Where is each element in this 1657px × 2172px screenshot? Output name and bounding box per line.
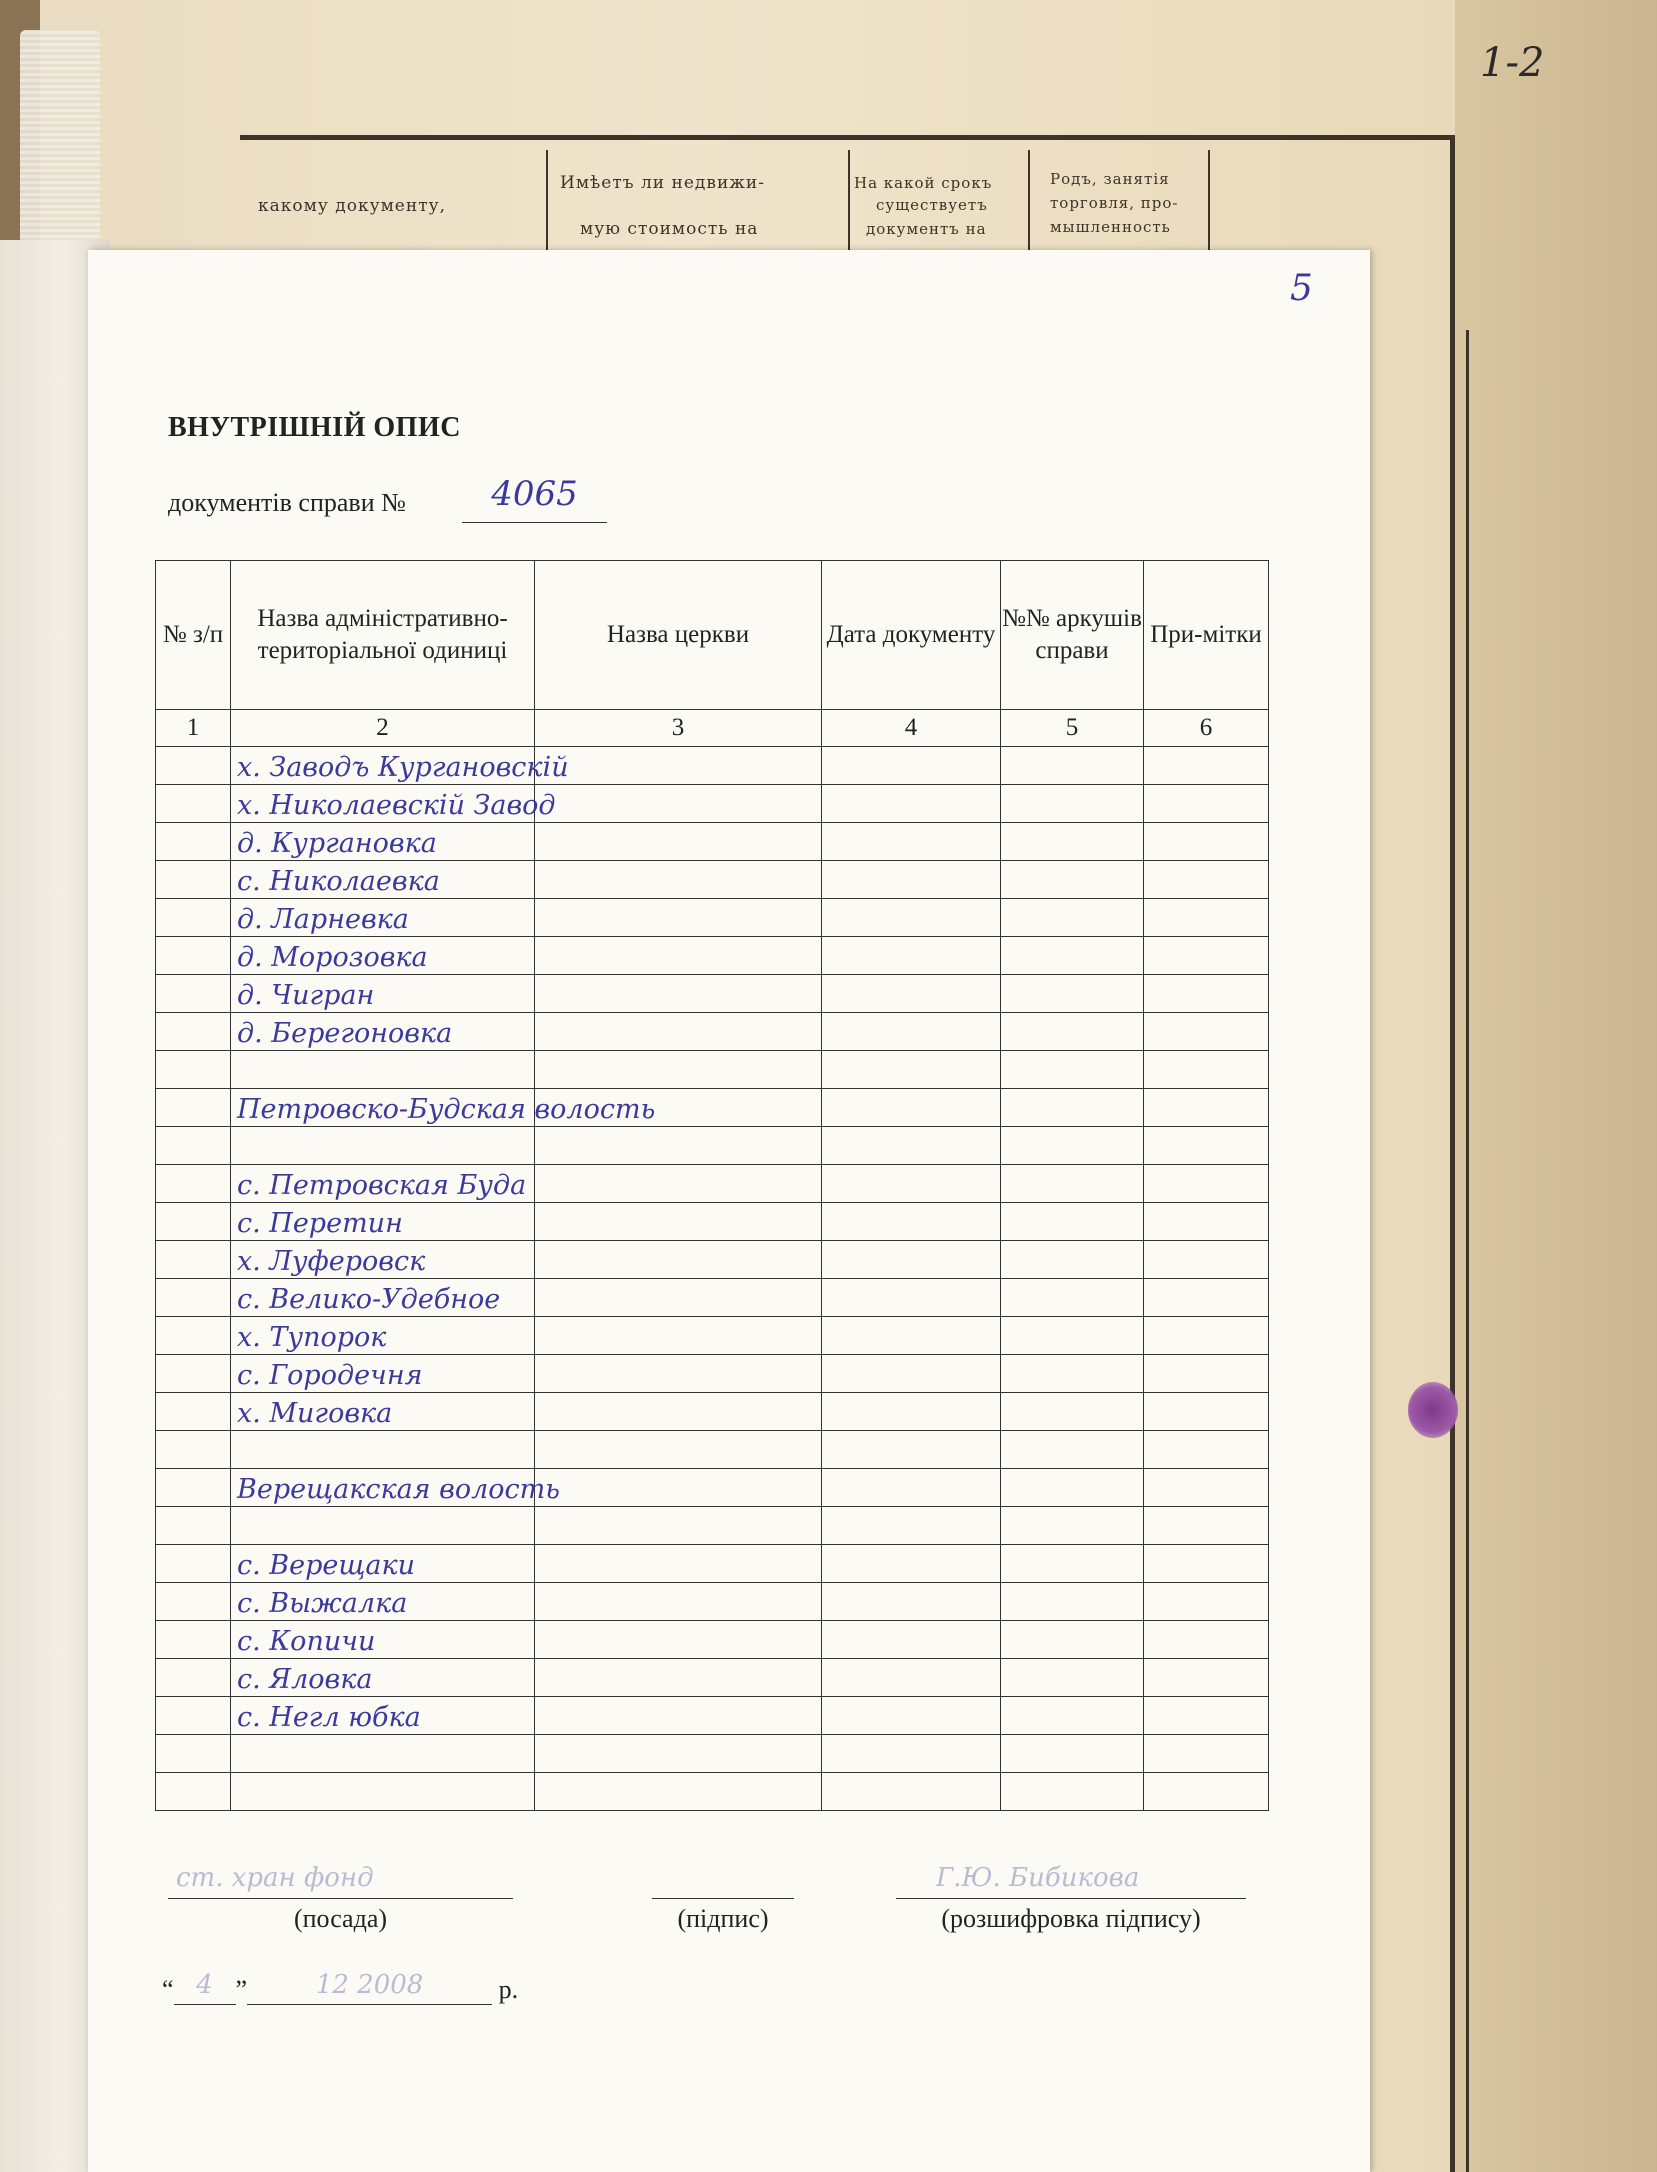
empty-cell <box>822 1583 1001 1621</box>
empty-cell <box>1001 1241 1144 1279</box>
empty-cell <box>822 1013 1001 1051</box>
table-row <box>156 1431 1269 1469</box>
empty-cell <box>822 861 1001 899</box>
signature-line <box>652 1858 794 1899</box>
ledger-header-cell: Имѣетъ ли недвижи- <box>560 173 765 193</box>
empty-cell <box>535 1317 822 1355</box>
empty-cell <box>535 1431 822 1469</box>
admin-unit-cell <box>231 1051 535 1089</box>
empty-cell <box>1144 1165 1269 1203</box>
empty-cell <box>1001 785 1144 823</box>
admin-unit-cell: х. Миговка <box>231 1393 535 1431</box>
empty-cell <box>535 1659 822 1697</box>
header-document-date: Дата документу <box>822 561 1001 710</box>
empty-cell <box>822 1317 1001 1355</box>
empty-cell <box>156 1659 231 1697</box>
empty-cell <box>535 1241 822 1279</box>
empty-cell <box>822 937 1001 975</box>
empty-cell <box>156 823 231 861</box>
empty-cell <box>1144 1773 1269 1811</box>
column-number: 4 <box>822 710 1001 747</box>
empty-cell <box>822 1393 1001 1431</box>
table-row <box>156 1621 1269 1659</box>
admin-unit-cell: с. Городечня <box>231 1355 535 1393</box>
admin-unit-cell: с. Копичи <box>231 1621 535 1659</box>
empty-cell <box>1001 1203 1144 1241</box>
empty-cell <box>1144 1355 1269 1393</box>
ledger-col-rule <box>1208 150 1210 250</box>
empty-cell <box>1144 975 1269 1013</box>
column-number: 5 <box>1001 710 1144 747</box>
ledger-header-cell: торговля, про- <box>1050 194 1179 212</box>
date-row <box>162 1970 518 2005</box>
table-row <box>156 1355 1269 1393</box>
table-row <box>156 1317 1269 1355</box>
empty-cell <box>822 1697 1001 1735</box>
date-month-year: 12 2008 <box>247 1970 492 2005</box>
empty-cell <box>535 1165 822 1203</box>
position-faint-text: ст. хран фонд <box>176 1863 374 1893</box>
admin-unit-cell <box>231 1735 535 1773</box>
empty-cell <box>1001 747 1144 785</box>
empty-cell <box>822 823 1001 861</box>
empty-cell <box>1001 861 1144 899</box>
form-title: ВНУТРІШНІЙ ОПИС <box>168 412 461 443</box>
ledger-header-cell: документъ на <box>866 220 987 238</box>
empty-cell <box>1001 1469 1144 1507</box>
empty-cell <box>1001 1165 1144 1203</box>
admin-unit-cell: х. Тупорок <box>231 1317 535 1355</box>
empty-cell <box>156 1773 231 1811</box>
table-row <box>156 1507 1269 1545</box>
empty-cell <box>156 861 231 899</box>
empty-cell <box>535 823 822 861</box>
empty-cell <box>822 1127 1001 1165</box>
admin-unit-cell <box>231 1507 535 1545</box>
empty-cell <box>535 899 822 937</box>
empty-cell <box>822 747 1001 785</box>
empty-cell <box>535 1393 822 1431</box>
empty-cell <box>156 1355 231 1393</box>
admin-unit-cell: д. Ларневка <box>231 899 535 937</box>
ledger-col-rule <box>546 150 548 250</box>
empty-cell <box>1144 785 1269 823</box>
header-sheet-numbers: №№ аркушів справи <box>1001 561 1144 710</box>
empty-cell <box>156 1089 231 1127</box>
empty-cell <box>1144 1545 1269 1583</box>
empty-cell <box>535 861 822 899</box>
table-row <box>156 899 1269 937</box>
empty-cell <box>1001 1431 1144 1469</box>
empty-cell <box>156 1583 231 1621</box>
admin-unit-cell <box>231 1773 535 1811</box>
empty-cell <box>1144 1051 1269 1089</box>
admin-unit-cell: с. Николаевка <box>231 861 535 899</box>
page-number: 5 <box>1290 268 1313 309</box>
empty-cell <box>1144 899 1269 937</box>
empty-cell <box>1001 1735 1144 1773</box>
admin-unit-cell: с. Велико-Удебное <box>231 1279 535 1317</box>
header-admin-unit: Назва адміністративно-територіальної одиниці <box>231 561 535 710</box>
ledger-top-rule <box>240 135 1455 140</box>
table-row <box>156 937 1269 975</box>
empty-cell <box>822 1203 1001 1241</box>
empty-cell <box>156 1431 231 1469</box>
table-row <box>156 861 1269 899</box>
empty-cell <box>156 747 231 785</box>
empty-cell <box>1001 1659 1144 1697</box>
decoding-caption: (розшифровка підпису) <box>941 1904 1201 1933</box>
column-number: 2 <box>231 710 535 747</box>
empty-cell <box>156 1697 231 1735</box>
empty-cell <box>822 1621 1001 1659</box>
empty-cell <box>1001 823 1144 861</box>
empty-cell <box>1001 1051 1144 1089</box>
admin-unit-cell: х. Луферовск <box>231 1241 535 1279</box>
ink-stain <box>1408 1382 1458 1438</box>
empty-cell <box>1001 975 1144 1013</box>
ledger-header-cell: существуетъ <box>876 196 988 214</box>
empty-cell <box>822 1279 1001 1317</box>
empty-cell <box>1144 1317 1269 1355</box>
empty-cell <box>822 785 1001 823</box>
header-notes: При-мітки <box>1144 561 1269 710</box>
empty-cell <box>535 975 822 1013</box>
empty-cell <box>1144 823 1269 861</box>
admin-unit-cell: с. Негл юбка <box>231 1697 535 1735</box>
empty-cell <box>1001 1393 1144 1431</box>
empty-cell <box>822 1469 1001 1507</box>
empty-cell <box>1001 1583 1144 1621</box>
table-row <box>156 1165 1269 1203</box>
header-church-name: Назва церкви <box>535 561 822 710</box>
empty-cell <box>1144 1013 1269 1051</box>
admin-unit-cell: х. Заводъ Кургановскій <box>231 747 535 785</box>
empty-cell <box>1001 937 1144 975</box>
empty-cell <box>1144 1697 1269 1735</box>
empty-cell <box>535 1583 822 1621</box>
empty-cell <box>1001 899 1144 937</box>
empty-cell <box>1001 1089 1144 1127</box>
admin-unit-cell: с. Яловка <box>231 1659 535 1697</box>
empty-cell <box>156 937 231 975</box>
ledger-header-cell: мышленность <box>1050 218 1171 236</box>
ledger-page-edge <box>1455 0 1657 2172</box>
empty-cell <box>1144 1621 1269 1659</box>
ledger-header-cell: мую стоимость на <box>580 219 759 239</box>
empty-cell <box>535 747 822 785</box>
table-row <box>156 1469 1269 1507</box>
empty-cell <box>1001 1621 1144 1659</box>
table-row <box>156 1393 1269 1431</box>
table-row <box>156 1279 1269 1317</box>
admin-unit-cell: д. Кургановка <box>231 823 535 861</box>
empty-cell <box>1144 1203 1269 1241</box>
empty-cell <box>1144 1241 1269 1279</box>
empty-cell <box>1144 1393 1269 1431</box>
inventory-table <box>155 560 1269 1811</box>
table-row <box>156 1697 1269 1735</box>
admin-unit-cell <box>231 1127 535 1165</box>
column-number: 1 <box>156 710 231 747</box>
empty-cell <box>1144 937 1269 975</box>
empty-cell <box>822 1545 1001 1583</box>
position-line <box>168 1858 513 1899</box>
admin-unit-cell <box>231 1431 535 1469</box>
empty-cell <box>1001 1697 1144 1735</box>
empty-cell <box>156 785 231 823</box>
admin-unit-cell: с. Выжалка <box>231 1583 535 1621</box>
column-number: 6 <box>1144 710 1269 747</box>
table-row <box>156 785 1269 823</box>
empty-cell <box>822 1431 1001 1469</box>
empty-cell <box>535 1203 822 1241</box>
empty-cell <box>156 1203 231 1241</box>
table-row <box>156 1051 1269 1089</box>
case-number: 4065 <box>462 474 607 523</box>
empty-cell <box>156 1165 231 1203</box>
empty-cell <box>1001 1013 1144 1051</box>
empty-cell <box>1144 1735 1269 1773</box>
empty-cell <box>822 899 1001 937</box>
empty-cell <box>822 975 1001 1013</box>
table-row <box>156 1735 1269 1773</box>
empty-cell <box>822 1355 1001 1393</box>
empty-cell <box>822 1165 1001 1203</box>
admin-unit-cell: Верещакская волость <box>231 1469 535 1507</box>
empty-cell <box>156 1507 231 1545</box>
table-row <box>156 1089 1269 1127</box>
empty-cell <box>156 1241 231 1279</box>
empty-cell <box>535 1355 822 1393</box>
empty-cell <box>156 1545 231 1583</box>
empty-cell <box>822 1773 1001 1811</box>
empty-cell <box>156 1279 231 1317</box>
empty-cell <box>156 1469 231 1507</box>
empty-cell <box>535 1735 822 1773</box>
empty-cell <box>1001 1317 1144 1355</box>
empty-cell <box>822 1089 1001 1127</box>
column-number: 3 <box>535 710 822 747</box>
admin-unit-cell: д. Берегоновка <box>231 1013 535 1051</box>
table-row <box>156 1659 1269 1697</box>
empty-cell <box>156 1051 231 1089</box>
table-header-row <box>156 561 1269 710</box>
empty-cell <box>156 1127 231 1165</box>
table-row <box>156 747 1269 785</box>
empty-cell <box>156 1621 231 1659</box>
ledger-col-rule <box>848 150 850 250</box>
empty-cell <box>1144 861 1269 899</box>
empty-cell <box>535 1013 822 1051</box>
table-row <box>156 1203 1269 1241</box>
empty-cell <box>535 1051 822 1089</box>
empty-cell <box>156 975 231 1013</box>
empty-cell <box>535 1279 822 1317</box>
empty-cell <box>156 1735 231 1773</box>
decoding-line <box>896 1858 1246 1899</box>
admin-unit-cell: с. Перетин <box>231 1203 535 1241</box>
empty-cell <box>535 937 822 975</box>
empty-cell <box>1144 1469 1269 1507</box>
empty-cell <box>535 1621 822 1659</box>
table-row <box>156 1127 1269 1165</box>
date-suffix: р. <box>498 1975 519 2004</box>
admin-unit-cell: с. Петровская Буда <box>231 1165 535 1203</box>
empty-cell <box>156 1393 231 1431</box>
empty-cell <box>535 1697 822 1735</box>
signature-caption: (підпис) <box>677 1904 769 1933</box>
table-row <box>156 823 1269 861</box>
empty-cell <box>156 899 231 937</box>
empty-cell <box>1001 1355 1144 1393</box>
empty-cell <box>1144 1507 1269 1545</box>
empty-cell <box>156 1013 231 1051</box>
empty-cell <box>535 1469 822 1507</box>
ledger-header-cell: какому документу, <box>258 196 447 216</box>
table-row <box>156 1773 1269 1811</box>
admin-unit-cell: Петровско-Будская волость <box>231 1089 535 1127</box>
ledger-header-cell: На какой срокъ <box>854 174 993 192</box>
empty-cell <box>1001 1545 1144 1583</box>
empty-cell <box>1001 1507 1144 1545</box>
ledger-header-cell: Родъ, занятія <box>1050 170 1170 188</box>
case-label: документів справи № <box>168 488 406 517</box>
empty-cell <box>1144 1659 1269 1697</box>
table-row <box>156 1545 1269 1583</box>
empty-cell <box>822 1659 1001 1697</box>
admin-unit-cell: с. Верещаки <box>231 1545 535 1583</box>
admin-unit-cell: д. Морозовка <box>231 937 535 975</box>
binding-gauze <box>20 30 100 250</box>
archive-folio-number: 1-2 <box>1480 40 1545 86</box>
position-caption: (посада) <box>293 1904 388 1933</box>
empty-cell <box>1144 1431 1269 1469</box>
table-row <box>156 975 1269 1013</box>
empty-cell <box>1001 1127 1144 1165</box>
ledger-col-rule <box>1028 150 1030 250</box>
empty-cell <box>1144 747 1269 785</box>
empty-cell <box>156 1317 231 1355</box>
empty-cell <box>535 785 822 823</box>
empty-cell <box>535 1127 822 1165</box>
empty-cell <box>535 1773 822 1811</box>
empty-cell <box>1001 1773 1144 1811</box>
ledger-right-rule-inner <box>1466 330 1469 2172</box>
header-number: № з/п <box>156 561 231 710</box>
empty-cell <box>1144 1583 1269 1621</box>
decoding-faint-text: Г.Ю. Бибикова <box>936 1863 1140 1893</box>
admin-unit-cell: д. Чигран <box>231 975 535 1013</box>
column-number-row <box>156 710 1269 747</box>
table-row <box>156 1583 1269 1621</box>
table-row <box>156 1013 1269 1051</box>
empty-cell <box>822 1241 1001 1279</box>
empty-cell <box>822 1507 1001 1545</box>
date-close-quote: ” <box>235 1975 248 2004</box>
empty-cell <box>535 1507 822 1545</box>
empty-cell <box>535 1545 822 1583</box>
empty-cell <box>1144 1127 1269 1165</box>
empty-cell <box>1144 1279 1269 1317</box>
table-row <box>156 1241 1269 1279</box>
ledger-right-rule <box>1450 135 1455 2172</box>
date-open-quote: “ <box>162 1975 174 2004</box>
admin-unit-cell: х. Николаевскій Завод <box>231 785 535 823</box>
date-day: 4 <box>174 1970 236 2005</box>
empty-cell <box>1144 1089 1269 1127</box>
empty-cell <box>822 1735 1001 1773</box>
empty-cell <box>822 1051 1001 1089</box>
empty-cell <box>1001 1279 1144 1317</box>
